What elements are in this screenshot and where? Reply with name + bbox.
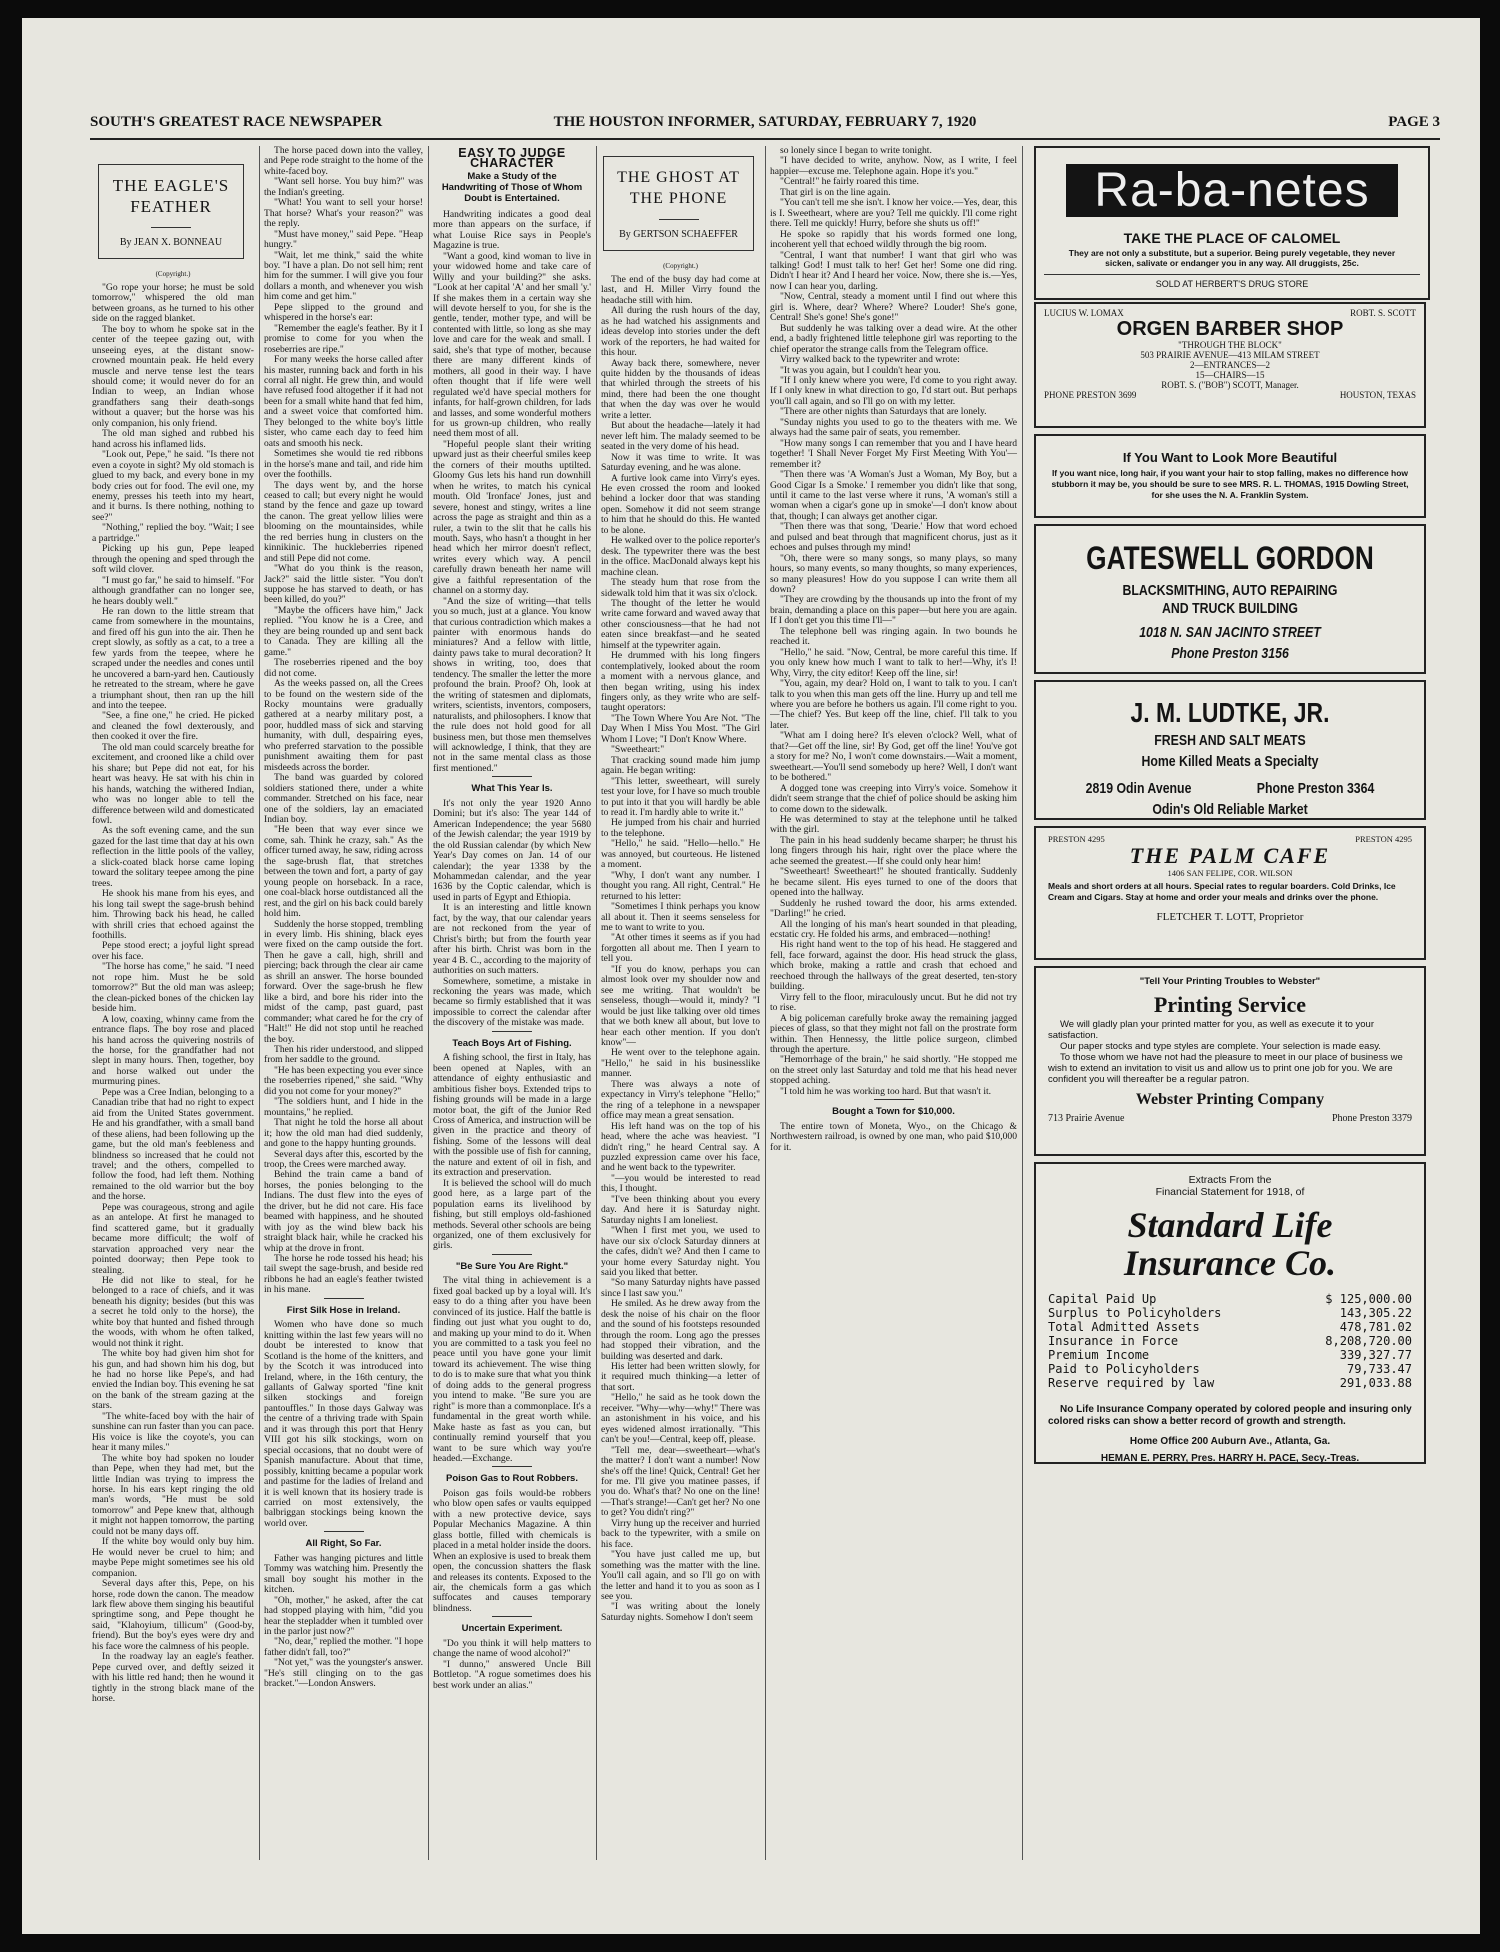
financial-table [1048,1292,1412,1390]
ludtke-address: 2819 Odin Avenue [1085,780,1192,797]
barber-chairs: 15—CHAIRS—15 [1195,370,1265,380]
section-rule [324,1298,364,1299]
article-dek: Make a Study of the Handwriting of Those of Whom Doubt is Entertained. [441,170,583,204]
paragraph: "I told him he was working too hard. But that wasn't it. [780,1085,992,1097]
paragraph: Somewhere, sometime, a mistake in reckoning the years was made, which became so firmly established that it was impossible to correct the calendar after the discovery of the mistake was made. [433,975,591,1029]
financial-row [1048,1362,1412,1376]
ad-standard-life [1034,1162,1426,1464]
paragraph: A furtive look came into Virry's eyes. He even crossed the room and looked behind a locker door that was standing open. Somehow it did not seem strange to him that he should do this. He wanted to be alone. [601,472,760,536]
paragraph: The pain in his head suddenly became sharper; he thrust his long fingers through his hair, right over the place where the ache seemed the greatest.—If she could only hear him! [770,834,1017,867]
paragraph: "Then there was 'A Woman's Just a Woman, My Boy, but a Good Cigar Is a Smoke.' I remember you didn't like that song, until it came to the last verse where it runs, 'A woman's still a woman when a cigar's gone up in smoke'—I don't know about that, though; I can always get another cigar. [770,469,1017,522]
barber-manager: ROBT. S. ("BOB") SCOTT, Manager. [1161,380,1299,390]
paragraph: He drummed with his long fingers contemplatively, looked about the room a moment with a nervous glance, and then began writing, using his index fingers only, as they write who are self-taught operators: [601,650,760,714]
paragraph: "You, again, my dear? Hold on, I want to talk to you. I can't talk to you when this man gets off the line. Hurry up and tell me where you are before he bothers us again. I'll come right to you.—The chief? Yes. But keep off the line, chief. I'll talk to you later. [770,678,1017,731]
paragraph: "I've been thinking about you every day. And here it is Saturday night. Saturday nights I am loneliest. [601,1193,760,1226]
barber-subtitle: "THROUGH THE BLOCK" [1178,340,1282,350]
paragraph: "They are crowding by the thousands up into the front of my brain, demanding a place on this paper—but here you are again. If I don't get you this time I'll—" [770,594,1017,627]
gateswell-phone: Phone Preston 3156 [1171,645,1289,662]
paragraph: "I have decided to write, anyhow. Now, as I write, I feel happier—excuse me. Telephone again. Hope it's you." [770,155,1017,177]
paragraph: He ran down to the little stream that came from somewhere in the mountains, and fired off his gun into the air. Then he crept slowly, as softly as a cat, to a tree a few yards from the teepee, where he scraped under the needles and cones until he uncovered a barn-yard hen. Cautiously he retreated to the stream, where he gave a triumphant shout, then ran up the hill and into the teepee. [92,605,254,712]
paragraph: "Remember the eagle's feather. By it I promise to come for you when the roseberries are ripe." [264,322,423,355]
webster-phone: Phone Preston 3379 [1332,1113,1412,1124]
article-headline: EASY TO JUDGE CHARACTER [458,146,566,171]
paragraph: "The white-faced boy with the hair of sunshine can run faster than you can pace. His voice is like the coyote's, you can hear it many miles." [92,1410,254,1454]
financial-label: Paid to Policyholders [1048,1362,1200,1376]
palm-proprietor: FLETCHER T. LOTT, Proprietor [1156,911,1304,923]
paragraph: The white boy had given him shot for his gun, and had shown him his dog, but he had no horse like Pepe's, and had envied the Indian boy. This evening he sat on the bank of the stream gazing at the stars. [92,1348,254,1412]
paragraph: Now it was time to write. It was Saturday evening, and he was alone. [601,451,760,474]
paragraph: Several days after this, Pepe, on his horse, rode down the canon. The meadow lark flew above them singing his beautiful springtime song, and Pepe thought he said, "Klahoyium, tillicum" (Good-by, friend). But the boy's eyes were dry and his face wore the calmness of his people. [92,1578,254,1652]
insurance-intro-2: Financial Statement for 1918, of [1155,1186,1305,1198]
paragraph: His right hand went to the top of his head. He staggered and fell, face forward, against the door. His head struck the glass, which broke, making a rattle and crash that echoed and reechoed through the hallways of the great deserted, ten-story building. [770,939,1017,993]
paragraph: His left hand was on the top of his head, where the ache was heaviest. "I didn't ring," he heard Central say. A puzzled expression came over his face, and he went back to the typewriter. [601,1120,760,1174]
story-body [92,283,254,1705]
subheading: Uncertain Experiment. [461,1623,563,1635]
financial-value: 339,327.77 [1339,1348,1412,1362]
ludtke-line2: Home Killed Meats a Specialty [1141,753,1319,770]
story-continuation [264,146,423,1296]
paragraph: "This letter, sweetheart, will surely test your love, for I have so much trouble to put into it that you will hardly be able to read it. I'm hardly able to write it." [601,775,760,819]
paragraph: "There are other nights than Saturdays that are lonely. [780,406,987,418]
story-byline: By JEAN X. BONNEAU [119,237,223,248]
paragraph: "Must have money," said Pepe. "Heap hungry." [264,228,423,251]
paragraph: It is an interesting and little known fact, by the way, that our calendar years are not reckoned from the year of Christ's birth; but from the fourth year after his birth. Christ was born in the year 4 B. C., according to the majority of authorities on such matters. [433,902,591,977]
masthead-rule [90,138,1440,140]
paragraph: "You can't tell me she isn't. I know her voice.—Yes, dear, this is I. Sweetheart, where are you? Tell me quickly. I'll come right there. Tell me quickly! Hurry, before she shuts us off!" [770,197,1017,230]
paragraph: "Sweetheart! Sweetheart!" he shouted frantically. Suddenly he became silent. His eyes turned to one of the doors that opened into the hallway. [770,866,1017,899]
newspaper-page [22,18,1480,1934]
story-byline: By GERTSON SCHAEFFER [619,229,738,240]
rabanetes-footer: SOLD AT HERBERT'S DRUG STORE [1155,279,1309,289]
paragraph: The entire town of Moneta, Wyo., on the Chicago & Northwestern railroad, is owned by one man, who paid $10,000 for it. [770,1120,1017,1153]
paragraph: Several days after this, escorted by the troop, the Crees were marched away. [264,1148,423,1170]
ad-gateswell-gordon [1034,524,1426,674]
paragraph: The end of the busy day had come at last, and H. Miller Virry found the headache still with him. [601,273,760,306]
financial-label: Reserve required by law [1048,1376,1215,1390]
paragraph: "Central, I want that number! I want that girl who was talking! God! I must talk to her! Get her! Some one did ring. Didn't I hear it? And I heard her voice. Now, there she is.—Yes, now I can hear you, darling. [770,249,1017,292]
paragraph: "Not yet," was the youngster's answer. "He's still clinging on to the gas bracket."—London Answers. [264,1657,423,1690]
paragraph: "Hello," he said. "Now, Central, be more careful this time. If you only knew how much I want to talk to her!—Why, it's I! Why, Virry, the city editor! Keep off the line, sir! [770,646,1017,679]
paragraph: "Maybe the officers have him," Jack replied. "You know he is a Cree, and they are being rounded up and sent back to Canada. They are killing all the game." [264,604,423,658]
subheading: "Be Sure You Are Right." [455,1260,569,1272]
paragraph: "Wait, let me think," said the white boy. "I have a plan. Do not sell him; rent him for the summer. I will give you four dollars a month, and whenever you wish him come and get him." [264,249,423,303]
financial-value: 79,733.47 [1346,1362,1412,1376]
paragraph: "—you would be interested to read this, I thought. [601,1172,760,1195]
masthead-slogan: SOUTH'S GREATEST RACE NEWSPAPER [90,114,383,130]
paragraph: The boy to whom he spoke sat in the center of the teepee gazing out, with unseeing eyes, at the distant snow-crowned mountain peak. He held every muscle and nerve tense lest the tears should come; it would never do for an Indian to weep, an Indian whose grandfathers sang their death-songs without a quaver; but the horse was his only companion, his only friend. [92,323,254,429]
paragraph: The thought of the letter he would write came forward and waved away that other consciousness—that he had not eaten since breakfast—and he seated himself at the typewriter again. [601,597,760,651]
paragraph: The band was guarded by colored soldiers stationed there, under a white commander. Stretched on his face, near one of the soldiers, lay an emaciated Indian boy. [264,772,423,825]
paragraph: All the longing of his man's heart sounded in that pleading, ecstatic cry. He folded his arms, and embraced—nothing! [770,918,1017,940]
subheading: Bought a Town for $10,000. [832,1106,955,1118]
barber-owner-left: LUCIUS W. LOMAX [1044,308,1124,318]
paragraph: Then his rider understood, and slipped from her saddle to the ground. [264,1043,423,1066]
paragraph: Suddenly he rushed toward the door, his arms extended. "Darling!" he cried. [770,897,1017,920]
financial-row [1048,1376,1412,1390]
barber-city: HOUSTON, TEXAS [1339,390,1416,400]
paragraph: "What am I doing here? It's eleven o'clock? Well, what of that?—Get off the line, sir! By God, get off the line! You've got a story for me? No, I won't come downstairs.—Wait a moment, sweetheart.—You'll send somebody up here? Well, I don't want to be bothered." [770,730,1017,784]
paragraph: He shook his mane from his eyes, and his long tail swept the sage-brush behind him. Throwing back his head, he called with shrill cries that echoed against the foothills. [92,888,254,941]
paragraph: "When I first met you, we used to have our six o'clock Saturday dinners at the cafes, didn't we? And then I came to your home every Saturday night. You said you liked that better. [601,1225,760,1278]
paragraph: Behind the train came a band of horses, the ponies belonging to the Indians. The dust flew into the eyes of the driver, but he did not care. His face beamed with happiness, and he shouted with joy as the wind blew back his straight black hair, while he cracked his whip at the drove in front. [264,1169,423,1254]
paragraph: That night he told the horse all about it; how the old man had died suddenly, and gone to the happy hunting grounds. [264,1117,423,1150]
masthead [90,114,1440,136]
paragraph: He did not like to steal, for he belonged to a race of chiefs, and it was beneath his dignity; besides (but this was a secret he told only to the horse), the white boy that hunted and fished through the woods, with whom he often talked, would not think it right. [92,1274,254,1349]
webster-paragraph: We will gladly plan your printed matter for you, as well as execute it to your satisfaction. [1048,1019,1374,1041]
ludtke-name: J. M. LUDTKE, JR. [1130,697,1330,728]
paragraph: All during the rush hours of the day, as he had watched his assignments and ideas develop into stories under the deft work of the reporters, he had waited for this hour. [601,305,760,359]
paragraph: "The Town Where You Are Not. "The Day When I Miss You Most. "The Girl Whom I Love; "I Don't Know Where. [601,712,760,745]
insurance-note: No Life Insurance Company operated by colored people and insuring only colored risks can show a better record of growth and strength. [1048,1404,1412,1427]
barber-owner-right: ROBT. S. SCOTT [1350,308,1416,318]
column-3 [433,146,591,1866]
paragraph: He smiled. As he drew away from the desk the noise of his chair on the floor and the sound of his footsteps resounded through the room. Long ago the presses had stopped their vibration, and the building was deserted and dark. [601,1298,760,1362]
paragraph: "Now, Central, steady a moment until I find out where this girl is. Where, dear? Where? Where? Louder! She's gone, Central! She's gone! She's gone!" [770,291,1017,324]
gateswell-line1: BLACKSMITHING, AUTO REPAIRING [1122,582,1338,599]
paragraph: The white boy had spoken no louder than Pepe, when they had met, but the little Indian was trying to impress the horse. In his ears kept ringing the old man's words, "He must be sold tomorrow" and Pepe knew that, although it might not happen tomorrow, the parting could not be many days off. [92,1452,254,1537]
paragraph: The roseberries ripened and the boy did not come. [264,657,423,679]
palm-name: THE PALM CAFE [1129,843,1331,868]
paragraph: The horse he rode tossed his head; his tail swept the sage-brush, and beside red ribbons he had an eagle's feather twisted in his mane. [264,1253,423,1296]
paragraph: Away back there, somewhere, never quite hidden by the thousands of ideas that whirled through the streets of his mind, there had been the one thought that when the day was over he would write a letter. [601,357,760,421]
paragraph: The horse paced down into the valley, and Pepe rode straight to the home of the white-faced boy. [264,146,423,177]
copyright-note: (Copyright.) [155,270,191,279]
paragraph: "What! You want to sell your horse! That horse? What's your reason?" was the reply. [264,197,423,230]
paragraph: "Central!" he fairly roared this time. [780,176,919,188]
masthead-title-date: THE HOUSTON INFORMER, SATURDAY, FEBRUARY 7, 1920 [553,114,977,130]
paragraph: "Go rope your horse; he must be sold tomorrow," whispered the old man between groans, as he turned to his other side on the ragged blanket. [92,281,254,325]
rabanetes-logo: Ra-ba-netes [1066,164,1397,217]
subheading: First Silk Hose in Ireland. [286,1304,401,1316]
paragraph: "You have just called me up, but something was the matter with the line. You'll call again, and so I'll go on with the letter and hand it to you as soon as I see you. [601,1549,760,1602]
financial-label: Surplus to Policyholders [1048,1306,1222,1320]
paragraph: His letter had been written slowly, for it required much thinking—a letter of that sort. [601,1361,760,1393]
paragraph: In the roadway lay an eagle's feather. Pepe curved over, and deftly seized it with his little red hand; then he wound it tightly in the strong black mane of the horse. [92,1651,254,1705]
paragraph: The old man sighed and rubbed his hand across his inflamed lids. [92,428,254,450]
paragraph: "Sometimes I think perhaps you know all about it. Then it seems senseless for me to want to write to you. [601,901,760,933]
paragraph: "Hello," he said. "Hello—hello." He was annoyed, but courteous. He listened a moment. [601,838,760,871]
ad-hair [1034,434,1426,518]
financial-value: $ 125,000.00 [1325,1292,1412,1306]
webster-paragraph: To those whom we have not had the pleasure to meet in our place of business we wish to extend an invitation to visit us and allow us to print one job for you. We are confident you will thereafter be a regular patron. [1048,1052,1403,1085]
paragraph: "Want a good, kind woman to live in your widowed home and take care of Willy and your building?" she asks. "Look at her capital 'A' and her small 'y.' If she makes them in a certain way she will devote herself to you, for she is the gentle, tender, mother type, and will be contented with little, so long as she may love and care for the weak and small. I said, she's that type of mother, because there are many different kinds of mothers, all good in their way. I have often thought that if life were well regulated we'd have special mothers for infants, for half-grown children, for lads and lasses, and some wonderful mothers for us grown-up children, who really need them most of all. [433,250,591,440]
paragraph: "Why, I don't want any number. I thought you rang. All right, Central." He returned to his letter: [601,869,760,902]
palm-phone-left: PRESTON 4295 [1048,834,1105,844]
paragraph: Virry walked back to the typewriter and wrote: [780,354,960,366]
paragraph: "If you do know, perhaps you can almost look over my shoulder now and see me writing. That wouldn't be senseless, though—would it, mindy? "I would be just like talking over old times that we both knew all about, but love to hear each other mention. If you don't know"— [601,963,760,1048]
paragraph: But about the headache—lately it had never left him. The malady seemed to be seated in the very dome of his head. [601,420,760,453]
webster-text [1048,1019,1412,1085]
paragraph: "Sweetheart:" [611,744,665,756]
paragraph: Pepe was a Cree Indian, belonging to a Canadian tribe that had no right to expect aid from the United States government. He and his grandfather, with a small band of these aliens, had been following up the game, but the old man's feebleness and blindness so increased that he could not travel; and the others, compelled to follow the food, had left them. Nothing remained to the old warrior but the boy and the horse. [92,1086,254,1203]
financial-value: 8,208,720.00 [1325,1334,1412,1348]
subheading: Teach Boys Art of Fishing. [452,1037,572,1049]
barber-address: 503 PRAIRIE AVENUE—413 MILAM STREET [1140,350,1320,360]
paragraph: That girl is on the line again. [780,186,891,198]
paragraph: "Then there was that song, 'Dearie.' How that word echoed and pulsed and beat through that magnificent chorus, just as it echoes and pulses through my mind! [770,521,1017,554]
paragraph: "At other times it seems as if you had forgotten all about me. Then I yearn to tell you. [601,932,760,965]
paragraph: Picking up his gun, Pepe leaped through the opening and sped through the soft wild clover. [92,543,254,576]
paragraph: That cracking sound made him jump again. He began writing: [601,754,760,777]
gateswell-name: GATESWELL GORDON [1086,540,1374,576]
ad-ludtke-meats [1034,680,1426,820]
paragraph: He was determined to stay at the telephone until he talked with the girl. [770,814,1017,836]
paragraph: "If I only knew where you were, I'd come to you right away. If I only knew in what direction to go, I'd start out. But perhaps you'll call again, and so I'll go on with my letter. [770,374,1017,407]
webster-headline: Printing Service [1153,992,1307,1017]
paragraph: "Do you think it will help matters to change the name of wood alcohol?" [433,1637,591,1660]
webster-address: 713 Prairie Avenue [1048,1113,1125,1124]
column-rule [428,146,429,1860]
column-2 [264,146,423,1866]
palm-text: Meals and short orders at all hours. Special rates to regular boarders. Cold Drinks, Ice Cream and Cigars. Stay at home and order your meals and drinks over the phone. [1048,881,1396,902]
paragraph: "How many songs I can remember that you and I have heard together! 'I Shall Never Forget My First Meeting With You'—remember it? [770,437,1017,470]
hair-headline: If You Want to Look More Beautiful [1122,450,1338,465]
story-title-box [603,156,754,251]
section-rule [324,1531,364,1532]
insurance-officers: HEMAN E. PERRY, Pres. HARRY H. PACE, Secy.-Treas. [1100,1453,1360,1464]
ludtke-line1: FRESH AND SALT MEATS [1154,732,1306,749]
financial-row [1048,1334,1412,1348]
paragraph: Virry fell to the floor, miraculously uncut. But he did not try to rise. [770,991,1017,1014]
paragraph: Poison gas foils would-be robbers who blow open safes or vaults equipped with a new protective device, says Popular Mechanics Magazine. A thin glass bottle, filled with chemicals is placed in a metal holder inside the doors. When an explosive is used to break them open, the concussion shatters the flask and releases its contents. Exposed to the air, the chemicals form a gas which suffocates and causes temporary blindness. [433,1487,591,1614]
ad-barber-shop [1034,302,1426,428]
paragraph: "I was writing about the lonely Saturday nights. Somehow I don't seem [601,1601,760,1623]
story-title-box [98,164,244,259]
webster-tagline: "Tell Your Printing Troubles to Webster" [1139,976,1321,987]
section-rule [492,1254,532,1255]
financial-label: Premium Income [1048,1348,1150,1362]
column-rule [765,146,766,1860]
paragraph: There was always a note of expectancy in Virry's telephone "Hello;" the ring of a telephone in a newspaper office may mean a great sensation. [601,1078,760,1122]
paragraph: so lonely since I began to write tonight. [780,146,932,156]
rabanetes-headline: TAKE THE PLACE OF CALOMEL [1123,230,1341,246]
insurance-name-1: Standard Life [1127,1205,1333,1245]
paragraph: The old man could scarcely breathe for excitement, and crooned like a child over his share; but Pepe did not eat, for his heart was heavy. He sat with his chin in his hands, watching the withered Indian, who was no longer able to tell the difference between wild and domesticated fowl. [92,741,254,827]
paragraph: He jumped from his chair and hurried to the telephone. [601,817,760,839]
gateswell-line2: AND TRUCK BUILDING [1162,600,1298,617]
paragraph: A big policeman carefully broke away the remaining jagged pieces of glass, so that they might not fall on the prostrate form within. Then Hennessy, the little police surgeon, climbed through the aperture. [770,1012,1017,1055]
paragraph: "I must go far," he said to himself. "For although grandfather can no longer see, he hears doubly well." [92,574,254,607]
column-rule [1022,146,1023,1860]
rabanetes-text: They are not only a substitute, but a superior. Being purely vegetable, they never sicken, salivate or endanger you in any way. All druggists, 25c. [1068,248,1396,268]
paragraph: "He has been expecting you ever since the roseberries ripened," she said. "Why did you not come for your money?" [264,1064,423,1097]
title-rule [659,219,699,220]
barber-title: ORGEN BARBER SHOP [1116,318,1344,340]
ludtke-tagline: Odin's Old Reliable Market [1152,801,1308,818]
paragraph: "Hopeful people slant their writing upward just as their cheerful smiles keep the corners of their mouths uptilted. Gloomy Gus lets his hand run downhill when he writes, to match his cynical mouth. Old 'Ironface' Jones, just and severe, honest and stingy, writes a line across the page as straight and thin as a ruler, a twin to the slit that he calls his mouth. Says, who hasn't a thought in her head which her mirror doesn't reflect, writes every which way. A pencil carefully drawn beneath her name will give a faithful representation of the channel on a stormy day. [433,438,591,597]
insurance-office: Home Office 200 Auburn Ave., Atlanta, Ga. [1129,1436,1331,1447]
paragraph: "The horse has come," he said. "I need not rope him. Must he be sold tomorrow?" But the old man was asleep; the clean-picked bones of the chicken lay beside him. [92,961,254,1015]
paragraph: The telephone bell was ringing again. In two bounds he reached it. [770,625,1017,648]
paragraph: A dogged tone was creeping into Virry's voice. Somehow it didn't seem strange that the chief of police should be asking him to come down to the sidewalk. [770,782,1017,815]
column-rule [259,146,260,1860]
insurance-name-2: Insurance Co. [1123,1243,1337,1283]
story-title: THE EAGLE'S FEATHER [112,176,230,216]
hair-text: If you want nice, long hair, if you want your hair to stop falling, makes no difference how stubborn it may be, you should be sure to see MRS. R. L. THOMAS, 1915 Dowling Street, for she uses the N. A. Franklin System. [1051,468,1409,500]
palm-address: 1406 SAN FELIPE, COR. WILSON [1167,868,1293,878]
subheading: Poison Gas to Rout Robbers. [446,1473,578,1485]
paragraph: Father was hanging pictures and little Tommy was watching him. Presently the small boy sought his mother in the kitchen. [264,1552,423,1596]
financial-label: Capital Paid Up [1048,1292,1157,1306]
financial-label: Insurance in Force [1048,1334,1179,1348]
paragraph: Handwriting indicates a good deal more than appears on the surface, if what Louise Rice says in People's Magazine is true. [433,208,591,252]
paragraph: "Oh, mother," he asked, after the cat had stopped playing with him, "did you hear the stepladder when it tumbled over in the parlor just now?" [264,1594,423,1637]
column-1 [92,146,254,1866]
paragraph: "Tell me, dear—sweetheart—what's the matter? I don't want a number! Now she's off the line! Quick, Central! Get her for me. I'll give you matinee passes, if you do. What's that? No one on the line!—That's strange!—Can't get her? No one to get? You didn't ring?" [601,1444,760,1519]
paragraph: He went over to the telephone again. "Hello," he said in his businesslike manner. [601,1047,760,1080]
paragraph: "Sunday nights you used to go to the theaters with me. We always had the same pair of seats, you remember. [770,416,1017,439]
ad-webster-printing [1034,966,1426,1156]
column-5 [770,146,1017,1866]
paragraph: It is believed the school will do much good here, as a large part of the population earns its livelihood by fishing, but still employs old-fashioned methods. Several other schools are being organized, one of them exclusively for girls. [433,1177,591,1252]
paragraph: But suddenly he was talking over a dead wire. At the other end, a badly frightened little telephone girl was reporting to the chief operator the strange calls from the Telegram office. [770,322,1017,355]
column-rule [596,146,597,1860]
financial-row [1048,1348,1412,1362]
paragraph: "Hemorrhage of the brain," he said shortly. "He stopped me on the street only last Saturday and told me that his head never stopped aching. [770,1054,1017,1087]
paragraph: Sometimes she would tie red ribbons in the horse's mane and tail, and ride him over the foothills. [264,448,423,481]
column-4 [601,146,760,1866]
paragraph: "It was you again, but I couldn't hear you. [780,364,941,376]
financial-value: 143,305.22 [1339,1306,1412,1320]
paragraph: "He been that way ever since we come, sah. Think he crazy, sah." As the officer turned away, he saw, riding across the sage-brush flat, that stretches between the town and fort, a party of gay young people on horseback. In a race, one coal-black horse outdistanced all the rest, and the girl on his back could barely hold him. [264,824,423,920]
ludtke-phone: Phone Preston 3364 [1256,780,1375,797]
paragraph: "So many Saturday nights have passed since I last saw you." [601,1277,760,1299]
paragraph: "See, a fine one," he cried. He picked and cleaned the fowl dexterously, and then cooked it over the fire. [92,710,254,743]
financial-label: Total Admitted Assets [1048,1320,1200,1334]
subheading: All Right, So Far. [305,1538,382,1550]
subheading: What This Year Is. [471,783,553,795]
paragraph: "I dunno," answered Uncle Bill Bottletop. "A rogue sometimes does his best work under an alias." [433,1658,591,1691]
section-rule [874,1099,914,1100]
story-title: THE GHOST AT THE PHONE [617,169,740,207]
paragraph: "Oh, there were so many songs, so many plays, so many hours, so many events, so many thoughts, so many experiences, so many pleasures! How do you suppose I can write them all down? [770,552,1017,596]
paragraph: If the white boy would only buy him. He would never be cruel to him; and maybe Pepe might sometimes see his old companion. [92,1536,254,1579]
paragraph: As the weeks passed on, all the Crees to be found on the western side of the Rocky mountains were gradually gathered at a nearby military post, a poor, huddled mass of sick and starving humanity, with dull, despairing eyes, who preferred starvation to the possible punishment awaiting them for past misdeeds across the border. [264,678,423,773]
paragraph: "Hello," he said as he took down the receiver. "Why—why—why!" There was an astonishment in his voice, and his eyes widened almost irrationally. "This can't be you!—Central, keep off, please. [601,1392,760,1446]
webster-paragraph: Our paper stocks and type styles are complete. Your selection is made easy. [1060,1041,1381,1052]
paragraph: The steady hum that rose from the sidewalk told him that it was six o'clock. [601,577,760,599]
section-rule [492,1031,532,1032]
paragraph: "What do you think is the reason, Jack?" said the little sister. "You don't suppose he has starved to death, or has been killed, do you?" [264,563,423,606]
palm-phone-right: PRESTON 4295 [1355,834,1412,844]
paragraph: Women who have done so much knitting within the last few years will no doubt be interested to know that Scotland is the home of the knitters, and by the Scotch it was introduced into Ireland, where, in the 16th century, the gallants of Galway sported "fine knit silken stockings and foreign pantouffles." In those days Galway was the centre of a thriving trade with Spain and it was through this port that Henry VIII got his silk stockings, worn on special occasions, that no doubt were of Spanish manufacture. About that time, possibly, knitting became a popular work and pastime for the ladies of Ireland and it is well known that its hosiery trade is carried on most extensively, the balbriggan stockings being known the world over. [264,1319,423,1529]
gateswell-address: 1018 N. SAN JACINTO STREET [1139,624,1321,641]
paragraph: "Want sell horse. You buy him?" was the Indian's greeting. [264,176,423,198]
page-number: PAGE 3 [1388,114,1440,130]
financial-row [1048,1292,1412,1306]
paragraph: "No, dear," replied the mother. "I hope father didn't fall, too?" [264,1636,423,1658]
paragraph: Suddenly the horse stopped, trembling in every limb. His shining, black eyes were fixed on the camp outside the fort. Then he gave a call, high, shrill and piercing; back through the clear air came as shrill an answer. The horse bounded forward. Over the sage-brush he flew like a bird, and bore his rider into the midst of the camp, past guard, past commander; what cared he for the cry of "Halt!" He did not stop until he reached the boy. [264,918,423,1045]
paragraph: A low, coaxing, whinny came from the entrance flaps. The boy rose and placed his hand across the quivering nostrils of the horse, for the grandfather had not slept in many hours. Then, together, boy and horse walked out under the murmuring pines. [92,1013,254,1088]
copyright-note: (Copyright.) [663,262,698,271]
ad-palm-cafe [1034,826,1426,960]
financial-value: 478,781.02 [1339,1320,1412,1334]
paragraph: "Look out, Pepe," he said. "Is there not even a coyote in sight? My old stomach is glued to my back, and every bone in my body cries out for food. The evil one, my enemy, presses his teeth into my heart, and it burns. Is there nothing, nothing to see?" [92,449,254,523]
financial-value: 291,033.88 [1339,1376,1412,1390]
paragraph: It's not only the year 1920 Anno Domini; but it's also: The year 144 of American Independence; the year 5680 of the Jewish calendar; the year 1919 by the old Russian calendar (by which New Year's Day comes on Jan. 14 of our calendar); the year 1338 by the Mohammedan calendar, and the year 1636 by the Coptic calendar, which is used in parts of Egypt and Ethiopia. [433,797,591,903]
paragraph: The vital thing in achievement is a fixed goal backed up by a loyal will. It's easy to do a thing after you have been convinced of its justice. Half the battle is finding out just what you ought to do, and making up your mind to do it. When you are committed to a task you feel no peace until you have gone your limit toward its achievement. The wise thing to do is to make sure that what you think of doing adds to the general progress you intend to make. "Be sure you are right" is more than a commonplace. It's a fundamental in the great worth while. Make haste as fast as you can, but continually remind yourself that you want to be sure which way you're headed.—Exchange. [433,1275,591,1465]
section-rule [492,1466,532,1467]
webster-company: Webster Printing Company [1135,1091,1325,1108]
paragraph: Virry hung up the receiver and hurried back to the typewriter, with a smile on his face. [601,1517,760,1550]
paragraph: A fishing school, the first in Italy, has been opened at Naples, with an attendance of eighty enthusiastic and ambitious fisher boys. Extended trips to fishing grounds will be made in a large motor boat, the gift of the Junior Red Cross of America, and instruction will be given in the practice and theory of fishing. Some of the lessons will deal with the possible use of fish for canning, the nature and extent of oil in fish, and its extraction and preservation. [433,1052,591,1179]
paragraph: "Nothing," replied the boy. "Wait; I see a partridge." [92,522,254,544]
paragraph: The days went by, and the horse ceased to call; but every night he would stand by the fence and gaze up toward the canon. The great yellow lilies were blooming on the mountainsides, while the red berries hung in clusters on the kinnikinic. The huckleberries ripened and still Pepe did not come. [264,479,423,564]
barber-entrances: 2—ENTRANCES—2 [1189,360,1270,370]
financial-row [1048,1320,1412,1334]
paragraph: "The soldiers hunt, and I hide in the mountains," he replied. [264,1096,423,1118]
insurance-intro-1: Extracts From the [1188,1174,1272,1186]
paragraph: For many weeks the horse called after his master, running back and forth in his corral all night. He grew thin, and would have refused food altogether if it had not been for a small white hand that fed him, and a sweet voice that comforted him. They belonged to the white boy's little sister, who came each day to feed him oats and smooth his neck. [264,354,423,449]
paragraph: "And the size of writing—that tells you so much, just at a glance. You know that curious contradiction which makes a painter with enormous hands do miniatures? And a fellow with little, dainty paws take to mural decoration? It shows in writing, too, does that tendency. The smaller the letter the more profound the brain. Proof? Oh, look at the writing of statesmen and diplomats, writers, scientists, inventors, composers, naturalists, and philosophers. I know that the rule does not hold good for all business men, but those men themselves will acknowledge, I think, that they are not in the same mental class as those first mentioned." [433,595,591,774]
section-rule [492,776,532,777]
ad-rabanetes [1034,146,1430,300]
financial-row [1048,1306,1412,1320]
paragraph: Pepe slipped to the ground and whispered in the horse's ear: [264,301,423,324]
paragraph: He walked over to the police reporter's desk. The typewriter there was the best in the office. MacDonald always kept his machine clean. [601,535,760,578]
paragraph: Pepe was courageous, strong and agile as an antelope. At first he managed to find scattered game, but it gradually became more difficult; the wolf of starvation approached very near the pointed doorway; then Pepe took to stealing. [92,1201,254,1276]
section-rule [492,1616,532,1617]
barber-phone: PHONE PRESTON 3699 [1044,390,1137,400]
paragraph: Pepe stood erect; a joyful light spread over his face. [92,940,254,962]
paragraph: As the soft evening came, and the sun gazed for the last time that day at his own reflection in the little pools of the valley, a slick-coated black horse came loping toward the solitary teepee among the pine trees. [92,825,254,889]
title-rule [151,227,191,228]
paragraph: He spoke so rapidly that his words formed one long, incoherent yell that echoed wildly through the big room. [770,228,1017,251]
